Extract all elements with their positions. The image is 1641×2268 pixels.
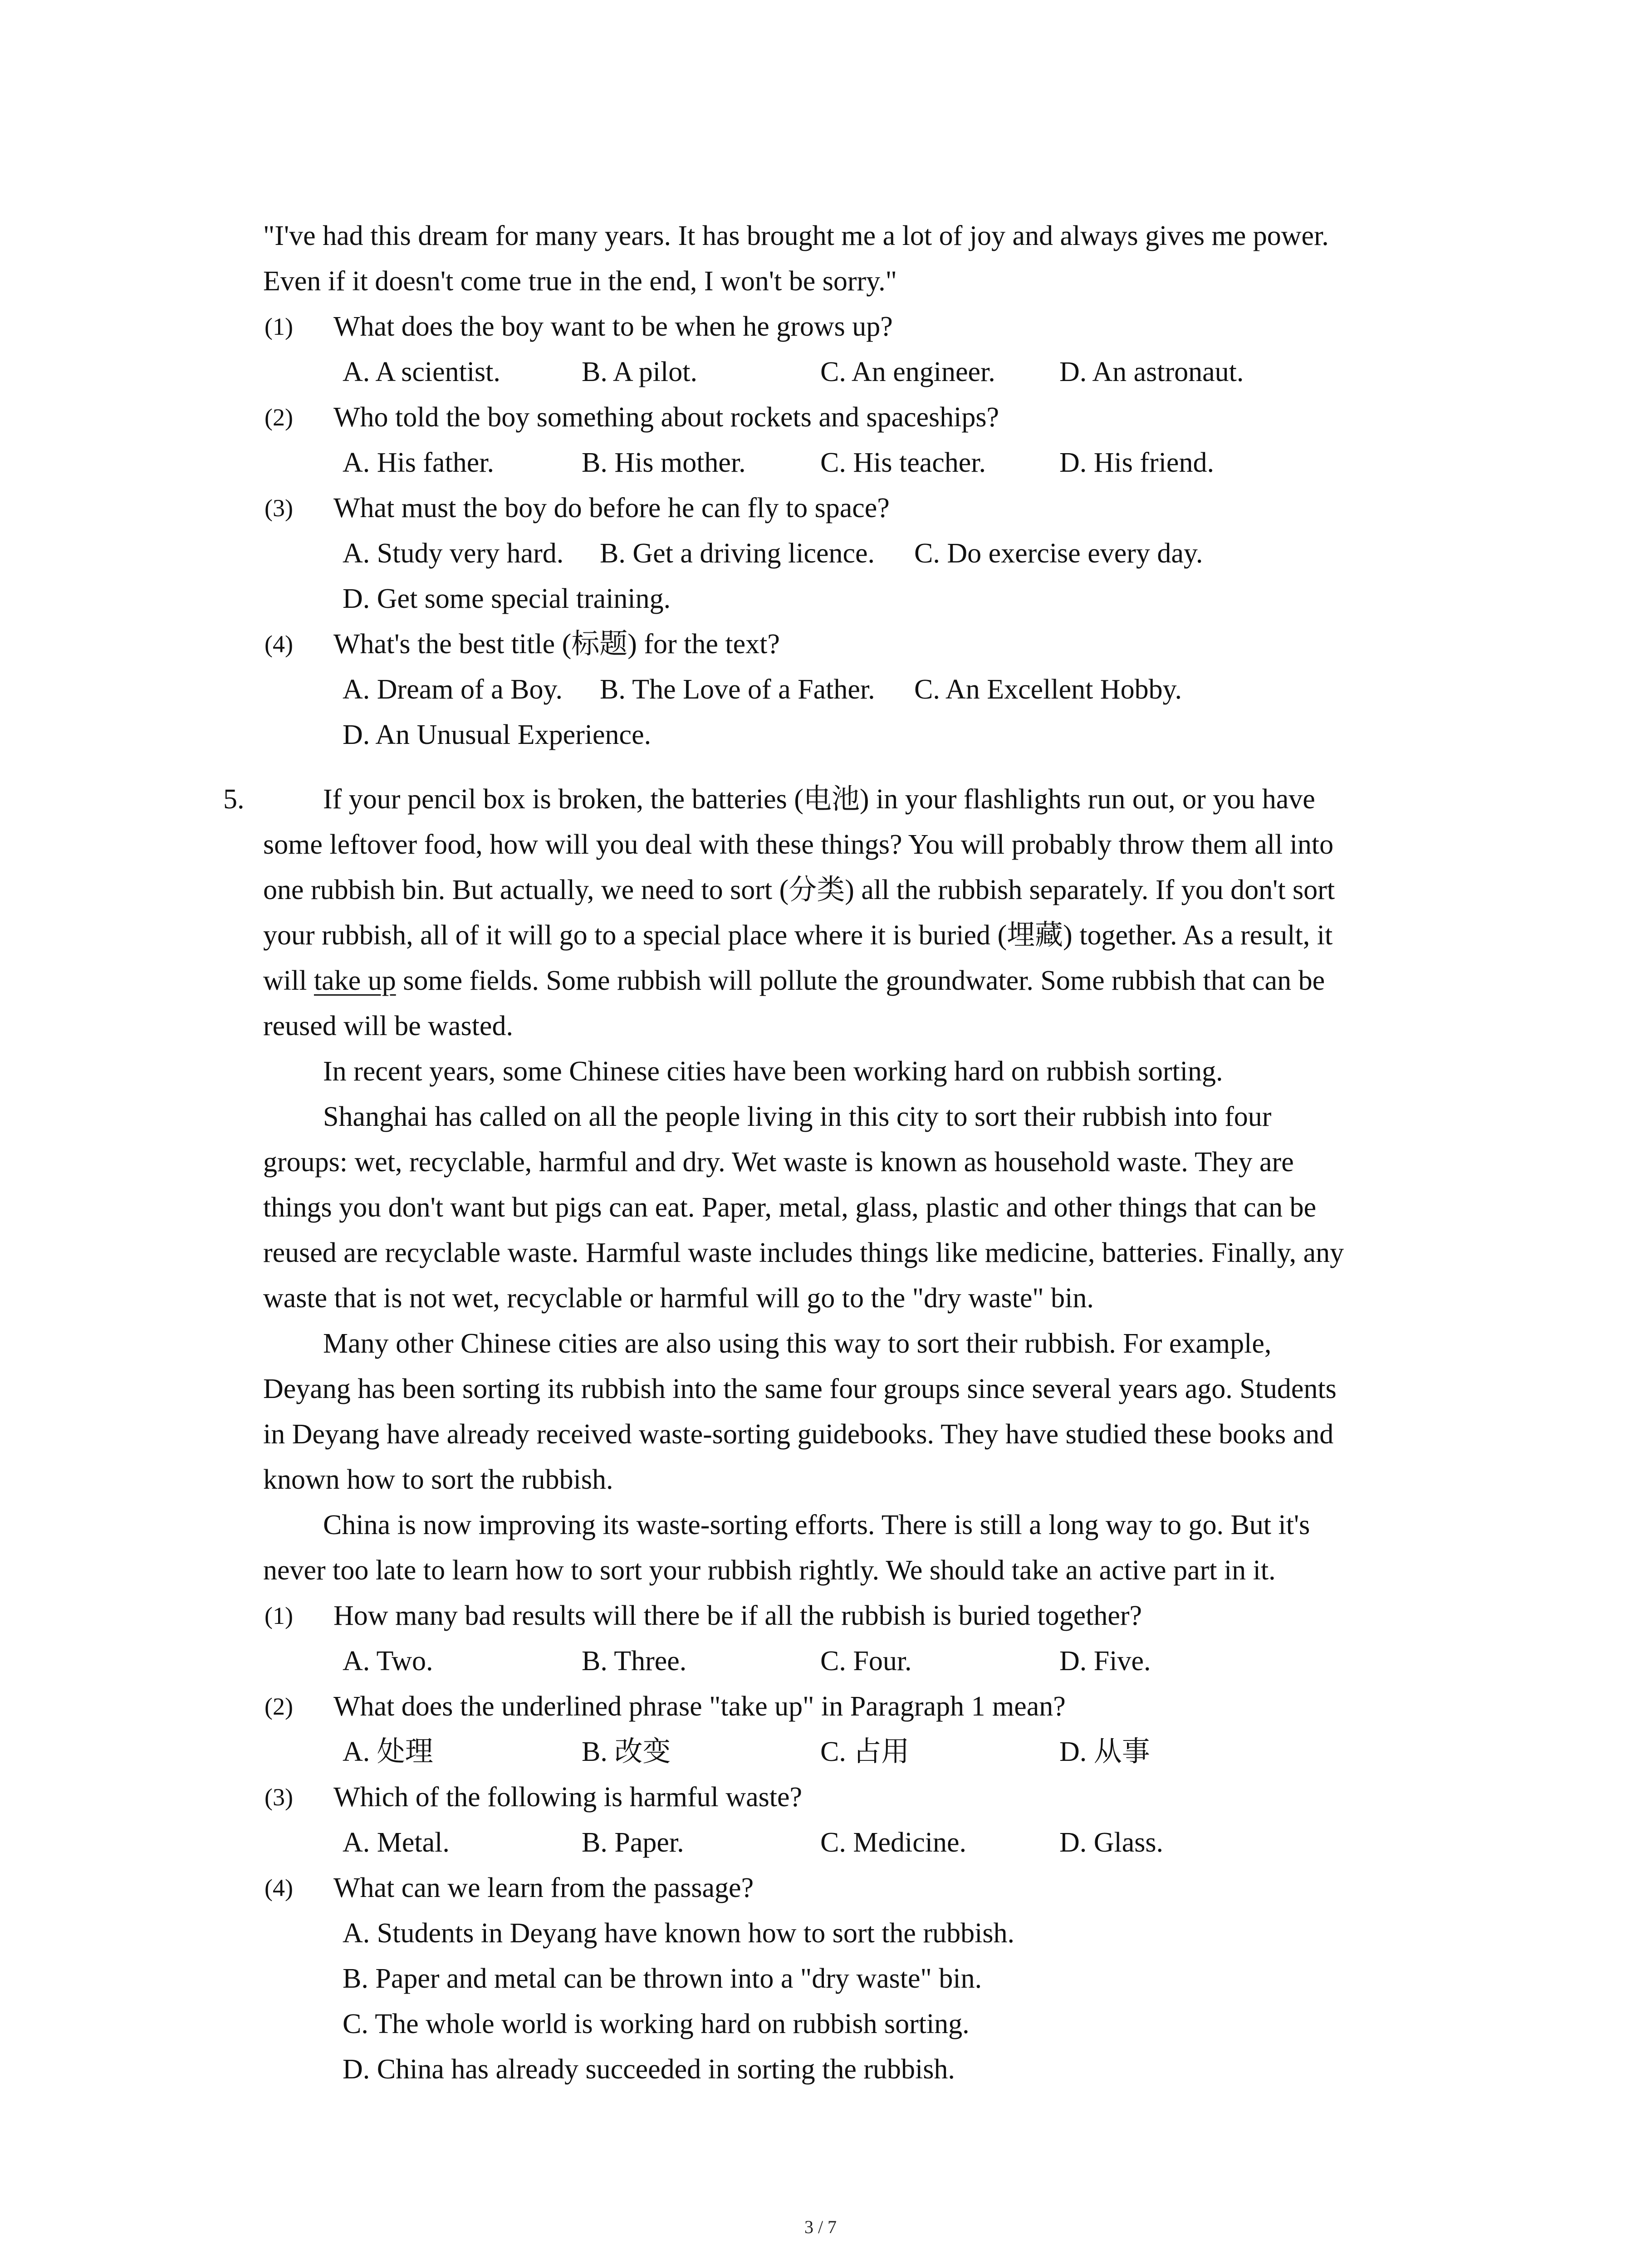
option-a: A. Study very hard.: [343, 538, 564, 569]
passage-line: China is now improving its waste-sorting efforts. There is still a long way to go. But it's: [323, 1510, 1310, 1540]
passage-number: 5.: [223, 784, 245, 815]
passage-line: things you don't want but pigs can eat. Paper, metal, glass, plastic and other things that can be: [263, 1192, 1317, 1223]
question-text: What does the underlined phrase "take up" in Paragraph 1 mean?: [333, 1691, 1066, 1722]
option-c: C. His teacher.: [820, 447, 986, 478]
option-a: A. 处理: [343, 1736, 433, 1767]
passage-line: Shanghai has called on all the people living in this city to sort their rubbish into four: [323, 1101, 1272, 1132]
question-text: Who told the boy something about rockets and spaceships?: [333, 402, 999, 433]
option-d: D. His friend.: [1059, 447, 1214, 478]
passage-line: "I've had this dream for many years. It has brought me a lot of joy and always gives me power.: [263, 220, 1329, 251]
option-a: A. Students in Deyang have known how to sort the rubbish.: [343, 1918, 1014, 1949]
option-a: A. His father.: [343, 447, 495, 478]
option-b: B. 改变: [582, 1736, 671, 1767]
option-b: B. Three.: [582, 1646, 687, 1677]
option-c: C. An Excellent Hobby.: [914, 674, 1182, 705]
passage-line: In recent years, some Chinese cities have been working hard on rubbish sorting.: [323, 1056, 1223, 1087]
question-number: (3): [265, 1784, 293, 1811]
option-b: B. Paper and metal can be thrown into a "dry waste" bin.: [343, 1963, 982, 1994]
option-a: A. Two.: [343, 1646, 433, 1677]
passage-line: If your pencil box is broken, the batteries (电池) in your flashlights run out, or you have: [323, 784, 1315, 815]
passage-line: waste that is not wet, recyclable or harmful will go to the "dry waste" bin.: [263, 1283, 1094, 1314]
option-b: B. His mother.: [582, 447, 746, 478]
passage-line: never too late to learn how to sort your rubbish rightly. We should take an active part in it.: [263, 1555, 1276, 1586]
passage-line: groups: wet, recyclable, harmful and dry. Wet waste is known as household waste. They are: [263, 1147, 1294, 1178]
option-c: C. The whole world is working hard on rubbish sorting.: [343, 2009, 970, 2039]
passage-line: Many other Chinese cities are also using this way to sort their rubbish. For example,: [323, 1328, 1272, 1359]
option-c: C. Medicine.: [820, 1827, 966, 1858]
option-b: B. A pilot.: [582, 357, 697, 387]
passage-line: Deyang has been sorting its rubbish into the same four groups since several years ago. Students: [263, 1374, 1337, 1404]
passage-line: Even if it doesn't come true in the end, I won't be sorry.": [263, 266, 897, 297]
option-d: D. Five.: [1059, 1646, 1151, 1677]
passage-line: reused are recyclable waste. Harmful waste includes things like medicine, batteries. Finally, any: [263, 1237, 1344, 1268]
option-b: B. Paper.: [582, 1827, 684, 1858]
option-c: C. Four.: [820, 1646, 912, 1677]
option-b: B. The Love of a Father.: [600, 674, 875, 705]
question-number: (1): [265, 1602, 293, 1629]
passage-line: some leftover food, how will you deal with these things? You will probably throw them all into: [263, 829, 1334, 860]
passage-line: in Deyang have already received waste-sorting guidebooks. They have studied these books and: [263, 1419, 1334, 1450]
question-number: (2): [265, 1693, 293, 1720]
question-text: How many bad results will there be if all the rubbish is buried together?: [333, 1600, 1142, 1631]
underlined-phrase: take up: [314, 965, 396, 996]
question-number: (3): [265, 494, 293, 522]
text-run: some fields. Some rubbish will pollute the groundwater. Some rubbish that can be: [396, 965, 1325, 996]
option-c: C. An engineer.: [820, 357, 995, 387]
question-number: (4): [265, 1874, 293, 1901]
option-d: D. Glass.: [1059, 1827, 1164, 1858]
option-c: C. 占用: [820, 1736, 910, 1767]
option-d: D. An astronaut.: [1059, 357, 1244, 387]
option-b: B. Get a driving licence.: [600, 538, 875, 569]
option-d: D. Get some special training.: [343, 583, 671, 614]
text-run: will: [263, 965, 314, 996]
option-d: D. China has already succeeded in sorting the rubbish.: [343, 2054, 955, 2085]
option-a: A. Metal.: [343, 1827, 450, 1858]
question-number: (4): [265, 631, 293, 658]
question-text: What does the boy want to be when he grows up?: [333, 311, 893, 342]
question-number: (1): [265, 313, 293, 340]
passage-line: your rubbish, all of it will go to a special place where it is buried (埋藏) together. As a result, it: [263, 920, 1333, 951]
question-number: (2): [265, 404, 293, 431]
option-a: A. Dream of a Boy.: [343, 674, 563, 705]
question-text: Which of the following is harmful waste?: [333, 1782, 803, 1813]
passage-line: reused will be wasted.: [263, 1011, 513, 1041]
option-c: C. Do exercise every day.: [914, 538, 1203, 569]
option-d: D. An Unusual Experience.: [343, 719, 652, 750]
question-text: What's the best title (标题) for the text?: [333, 629, 780, 660]
passage-line: known how to sort the rubbish.: [263, 1464, 613, 1495]
passage-line: [263, 958, 1325, 1003]
option-d: D. 从事: [1059, 1736, 1150, 1767]
passage-line: one rubbish bin. But actually, we need to sort (分类) all the rubbish separately. If you don't sort: [263, 875, 1335, 905]
question-text: What can we learn from the passage?: [333, 1872, 754, 1903]
question-text: What must the boy do before he can fly to space?: [333, 493, 890, 523]
option-a: A. A scientist.: [343, 357, 500, 387]
page-number: 3 / 7: [804, 2217, 837, 2237]
